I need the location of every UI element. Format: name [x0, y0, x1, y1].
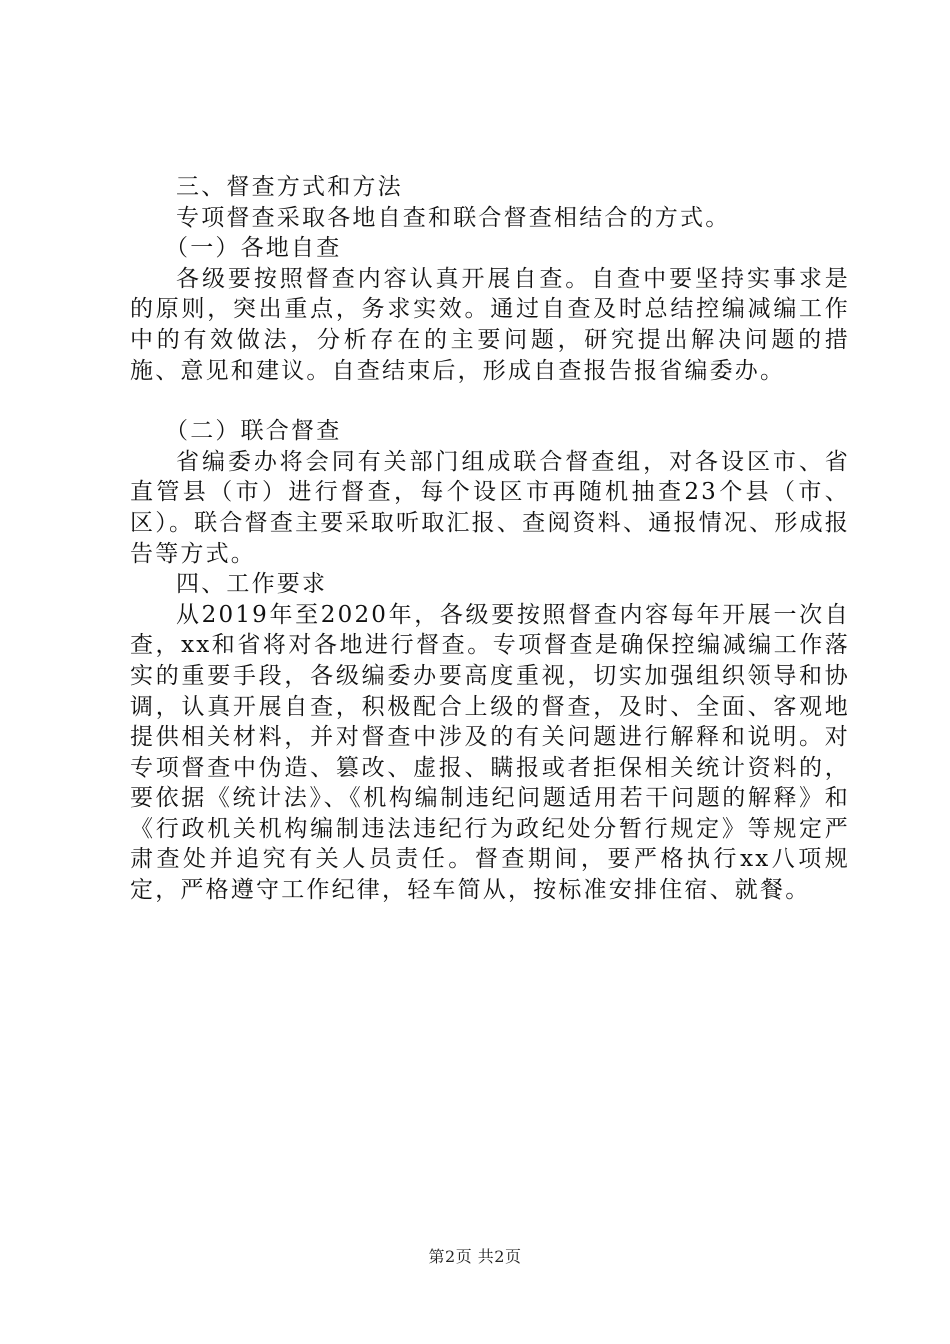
- section-heading-4: 四、工作要求: [176, 571, 328, 598]
- subsection-heading-2: （二）联合督查: [165, 418, 342, 445]
- subsection-heading-1: （一）各地自查: [165, 235, 342, 262]
- paragraph: 省编委办将会同有关部门组成联合督查组，对各设区市、省直管县（市）进行督查，每个设区市再随机抽查23个县（市、区）。联合督查主要采取听取汇报、查阅资料、通报情况、形成报告等方式。: [130, 448, 850, 567]
- section-heading-3: 三、督查方式和方法: [176, 174, 403, 200]
- paragraph: 从2019年至2020年，各级要按照督查内容每年开展一次自查，xx和省将对各地进行督查。专项督查是确保控编减编工作落实的重要手段，各级编委办要高度重视，切实加强组织领导和协调，认真开展自查，积极配合上级的督查，及时、全面、客观地提供相关材料，并对督查中涉及的有关问题进行解释和说明。对专项督查中伪造、篡改、虚报、瞒报或者拒保相关统计资料的，要依据《统计法》、《机构编制违纪问题适用若干问题的解释》和《行政机关机构编制违法违纪行为政纪处分暂行规定》等规定严肃查处并追究有关人员责任。督查期间，要严格执行xx八项规定，严格遵守工作纪律，轻车简从，按标准安排住宿、就餐。: [130, 601, 850, 904]
- paragraph: 专项督查采取各地自查和联合督查相结合的方式。: [176, 204, 731, 231]
- page-number-footer: 第2页 共2页: [428, 1247, 522, 1266]
- document-body: [130, 172, 850, 906]
- paragraph: 各级要按照督查内容认真开展自查。自查中要坚持实事求是的原则，突出重点，务求实效。通过自查及时总结控编减编工作中的有效做法，分析存在的主要问题，研究提出解决问题的措施、意见和建议。自查结束后，形成自查报告报省编委办。: [130, 265, 850, 384]
